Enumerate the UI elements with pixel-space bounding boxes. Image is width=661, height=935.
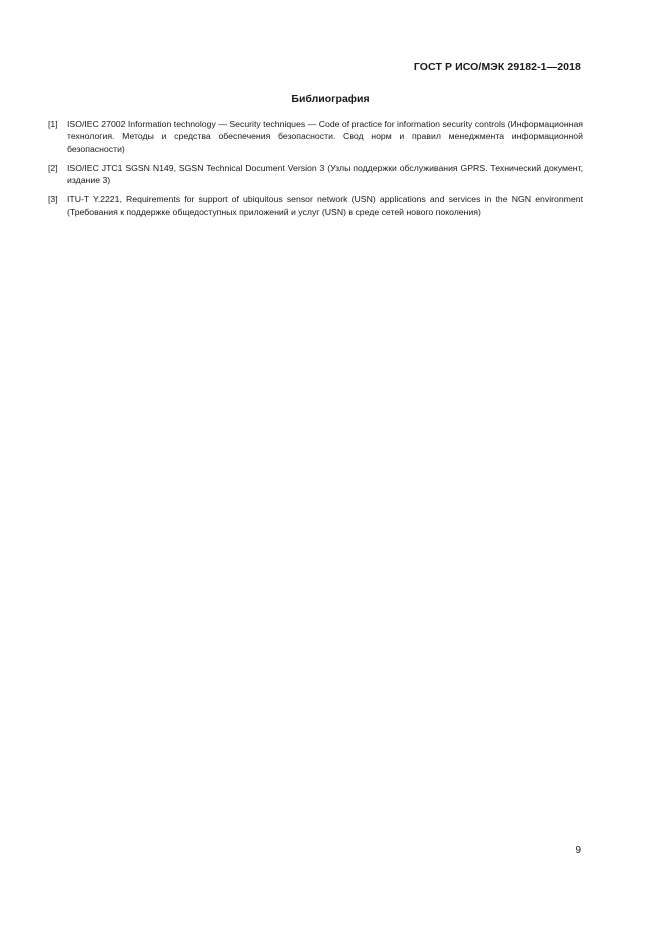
- bibliography-item-1: [48, 118, 583, 155]
- reference-number: [2]: [48, 162, 58, 173]
- bibliography-list: [48, 118, 583, 225]
- reference-number: [3]: [48, 194, 58, 205]
- document-code-header: ГОСТ Р ИСО/МЭК 29182-1—2018: [413, 61, 581, 73]
- reference-text: ISO/IEC 27002 Information technology — Security techniques — Code of practice for information security controls (Информационная технология. Методы и средства обеспечения безопасности. Свод норм и правил менеджмента информационной безопасности): [67, 119, 583, 154]
- reference-text: ISO/IEC JTC1 SGSN N149, SGSN Technical Document Version 3 (Узлы поддержки обслуживания GPRS. Технический документ, издание 3): [67, 162, 583, 186]
- bibliography-item-3: [48, 193, 583, 218]
- reference-text: ITU-T Y.2221, Requirements for support of ubiquitous sensor network (USN) applications and services in the NGN environment (Требования к поддержке общедоступных приложений и услуг (USN) в среде сетей нового поколения): [67, 194, 583, 217]
- page-number: 9: [575, 845, 581, 856]
- bibliography-title: Библиография: [291, 93, 370, 105]
- bibliography-item-2: [48, 162, 583, 187]
- reference-number: [1]: [48, 119, 58, 129]
